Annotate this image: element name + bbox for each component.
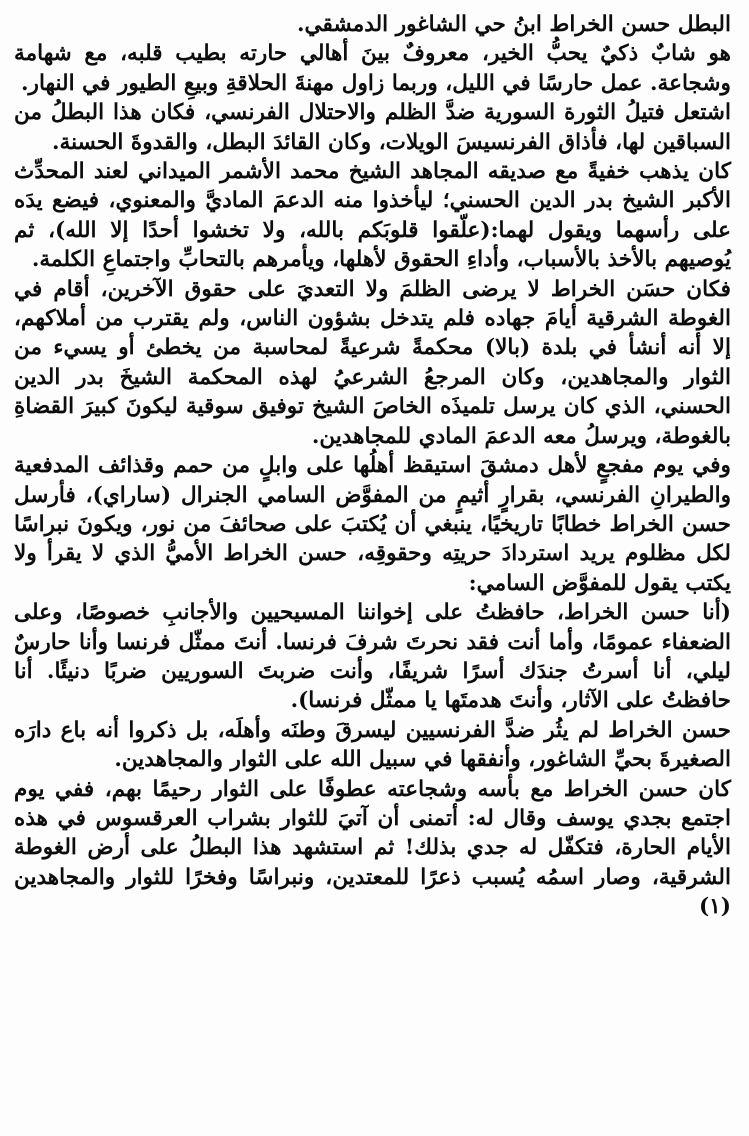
paragraph-sheikh-visit: كان يذهب خفيةً مع صديقه المجاهد الشيخ محمد الأشمر الميداني لعند المحدِّث الأكبر الشيخ بدر الدين الحسني؛ ليأخذوا منه الدعمَ الماديَّ والمعنوي، فيضع يدَه على رأسهما ويقول لهما:(علّقوا قلوبَكم بالله، ولا تخشوا أحدًا إلا الله)، ثم يُوصيهم بالأخذ بالأسباب، وأداءِ الحقوق لأهلها، ويأمرهم بالتحابِّ واجتماعِ الكلمة.	[14, 159, 731, 273]
paragraph-court: فكان حسَن الخراط لا يرضى الظلمَ ولا التعديَ على حقوق الآخرين، أقام في الغوطة الشرقية أيامَ جهاده فلم يتدخل بشؤون الناس، ولم يقترب من أملاكهم، إلا أنه أنشأ في بلدة (بالا) محكمةً شرعيةً لمحاسبة من يخطئ أو يسيء من الثوار والمجاهدين، وكان المرجعُ الشرعيُ لهذه المحكمة الشيخَ بدر الدين الحسني، الذي كان يرسل تلميذَه الخاصَ الشيخ توفيق سوقية ليكونَ كبيرَ القضاةِ بالغوطة، ويرسلُ معه الدعمَ المادي للمجاهدين.	[14, 276, 731, 449]
paragraph-intro: البطل حسن الخراط ابنُ حي الشاغور الدمشقي.	[297, 12, 731, 37]
paragraph-revolution: اشتعل فتيلُ الثورة السورية ضدَّ الظلم والاحتلال الفرنسي، فكان هذا البطلُ من السباقين لها، فأذاق الفرنسيسَ الويلات، وكان القائدَ البطل، والقدوةَ الحسنة.	[14, 100, 731, 155]
paragraph-bombardment: وفي يوم مفجعٍ لأهل دمشقَ استيقظ أهلُها على وابلٍ من حمم وقذائف المدفعية والطيرانِ الفرنسي، بقرارٍ أثيمٍ من المفوَّض السامي الجنرال (ساراي)، فأرسل حسن الخراط خطابًا تاريخيًا، ينبغي أن يُكتبَ على صحائفَ من نور، ويكونَ نبراسًا لكل مظلوم يريد استردادَ حريتِه وحقوقِه، حسن الخراط الأميُّ الذي لا يقرأ ولا يكتب يقول للمفوَّض السامي:	[14, 453, 731, 596]
paragraph-letter-quote: (أنا حسن الخراط، حافظتُ على إخواننا المسيحيين والأجانبِ خصوصًا، وعلى الضعفاء عمومًا، وأما أنت فقد نحرتَ شرفَ فرنسا. أنتَ ممثّل فرنسا وأنا حارسٌ ليلي، أنا أسرتُ جندَك أسرًا شريفًا، وأنت ضربتَ السوريين ضربًا دنيئًا. أنا حافظتُ على الآثار، وأنتَ هدمتَها يا ممثّل فرنسا).	[14, 600, 731, 714]
paragraph-house-sold: حسن الخراط لم يثُر ضدَّ الفرنسيين ليسرقَ وطنَه وأهلَه، بل ذكروا أنه باع دارَه الصغيرةَ بحيِّ الشاغور، وأنفقها في سبيل الله على الثوار والمجاهدين.	[14, 717, 731, 773]
paragraph-character: هو شابٌ ذكيٌ يحبُّ الخير، معروفٌ بينَ أهالي حارته بطيب قلبه، مع شهامة وشجاعة. عمل حارسًا في الليل، وربما زاول مهنةَ الحلاقةِ وبيعِ الطيور في النهار.	[14, 41, 731, 96]
paragraph-martyrdom: كان حسن الخراط مع بأسه وشجاعته عطوفًا على الثوار رحيمًا بهم، ففي يوم اجتمع بجدي يوسف وقال له: أتمنى أن آتيَ للثوار بشراب العرقسوس في هذه الأيام الحارة، فتكفّل له جدي بذلك! ثم استشهد هذا البطلُ على أرض الغوطة الشرقية، وصار اسمُه يُسبب ذعرًا للمعتدين، ونبراسًا وفخرًا للثوار والمجاهدين (١)	[14, 776, 731, 920]
